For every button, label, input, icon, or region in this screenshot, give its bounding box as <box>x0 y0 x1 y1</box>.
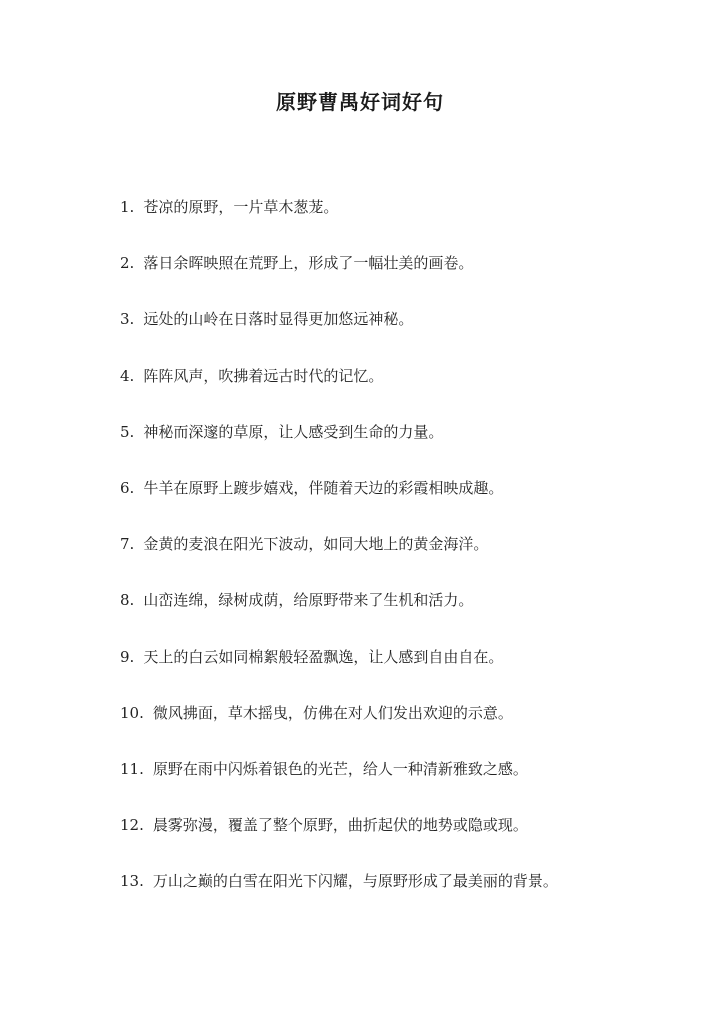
item-number: 4. <box>120 366 135 385</box>
item-text: 神秘而深邃的草原，让人感受到生命的力量。 <box>143 422 444 441</box>
list-item <box>120 365 700 421</box>
item-text: 牛羊在原野上踱步嬉戏，伴随着天边的彩霞相映成趣。 <box>143 478 504 497</box>
list-item <box>120 477 700 533</box>
list-item <box>120 646 700 702</box>
item-number: 9. <box>120 647 135 666</box>
item-text: 万山之巅的白雪在阳光下闪耀，与原野形成了最美丽的背景。 <box>152 872 558 891</box>
item-number: 2. <box>120 254 135 273</box>
list-item <box>120 589 700 645</box>
item-text: 阵阵风声，吹拂着远古时代的记忆。 <box>143 366 384 385</box>
item-text: 微风拂面，草木摇曳，仿佛在对人们发出欢迎的示意。 <box>152 703 513 722</box>
item-number: 12. <box>120 816 144 835</box>
list-item <box>120 196 700 252</box>
item-text: 原野在雨中闪烁着银色的光芒，给人一种清新雅致之感。 <box>152 759 528 778</box>
list-item <box>120 421 700 477</box>
item-text: 苍凉的原野，一片草木葱茏。 <box>143 198 339 216</box>
item-text: 金黄的麦浪在阳光下波动，如同大地上的黄金海洋。 <box>143 535 489 554</box>
sentence-list <box>120 196 700 926</box>
list-item <box>120 533 700 589</box>
list-item <box>120 252 700 308</box>
list-item <box>120 814 700 870</box>
item-text: 远处的山岭在日落时显得更加悠远神秘。 <box>143 310 414 329</box>
item-text: 天上的白云如同棉絮般轻盈飘逸，让人感到自由自在。 <box>143 647 504 666</box>
page-title: 原野曹禺好词好句 <box>276 90 444 114</box>
item-number: 8. <box>120 591 135 610</box>
item-number: 10. <box>120 703 144 722</box>
item-text: 山峦连绵，绿树成荫，给原野带来了生机和活力。 <box>143 591 474 610</box>
item-text: 落日余晖映照在荒野上，形成了一幅壮美的画卷。 <box>143 254 474 273</box>
item-text: 晨雾弥漫，覆盖了整个原野，曲折起伏的地势或隐或现。 <box>152 816 528 835</box>
item-number: 3. <box>120 310 135 329</box>
item-number: 5. <box>120 422 135 441</box>
item-number: 1. <box>120 198 135 216</box>
list-item <box>120 308 700 364</box>
list-item <box>120 870 700 926</box>
item-number: 6. <box>120 478 135 497</box>
item-number: 13. <box>120 872 144 891</box>
item-number: 7. <box>120 535 135 554</box>
list-item <box>120 758 700 814</box>
item-number: 11. <box>120 759 144 778</box>
list-item <box>120 702 700 758</box>
